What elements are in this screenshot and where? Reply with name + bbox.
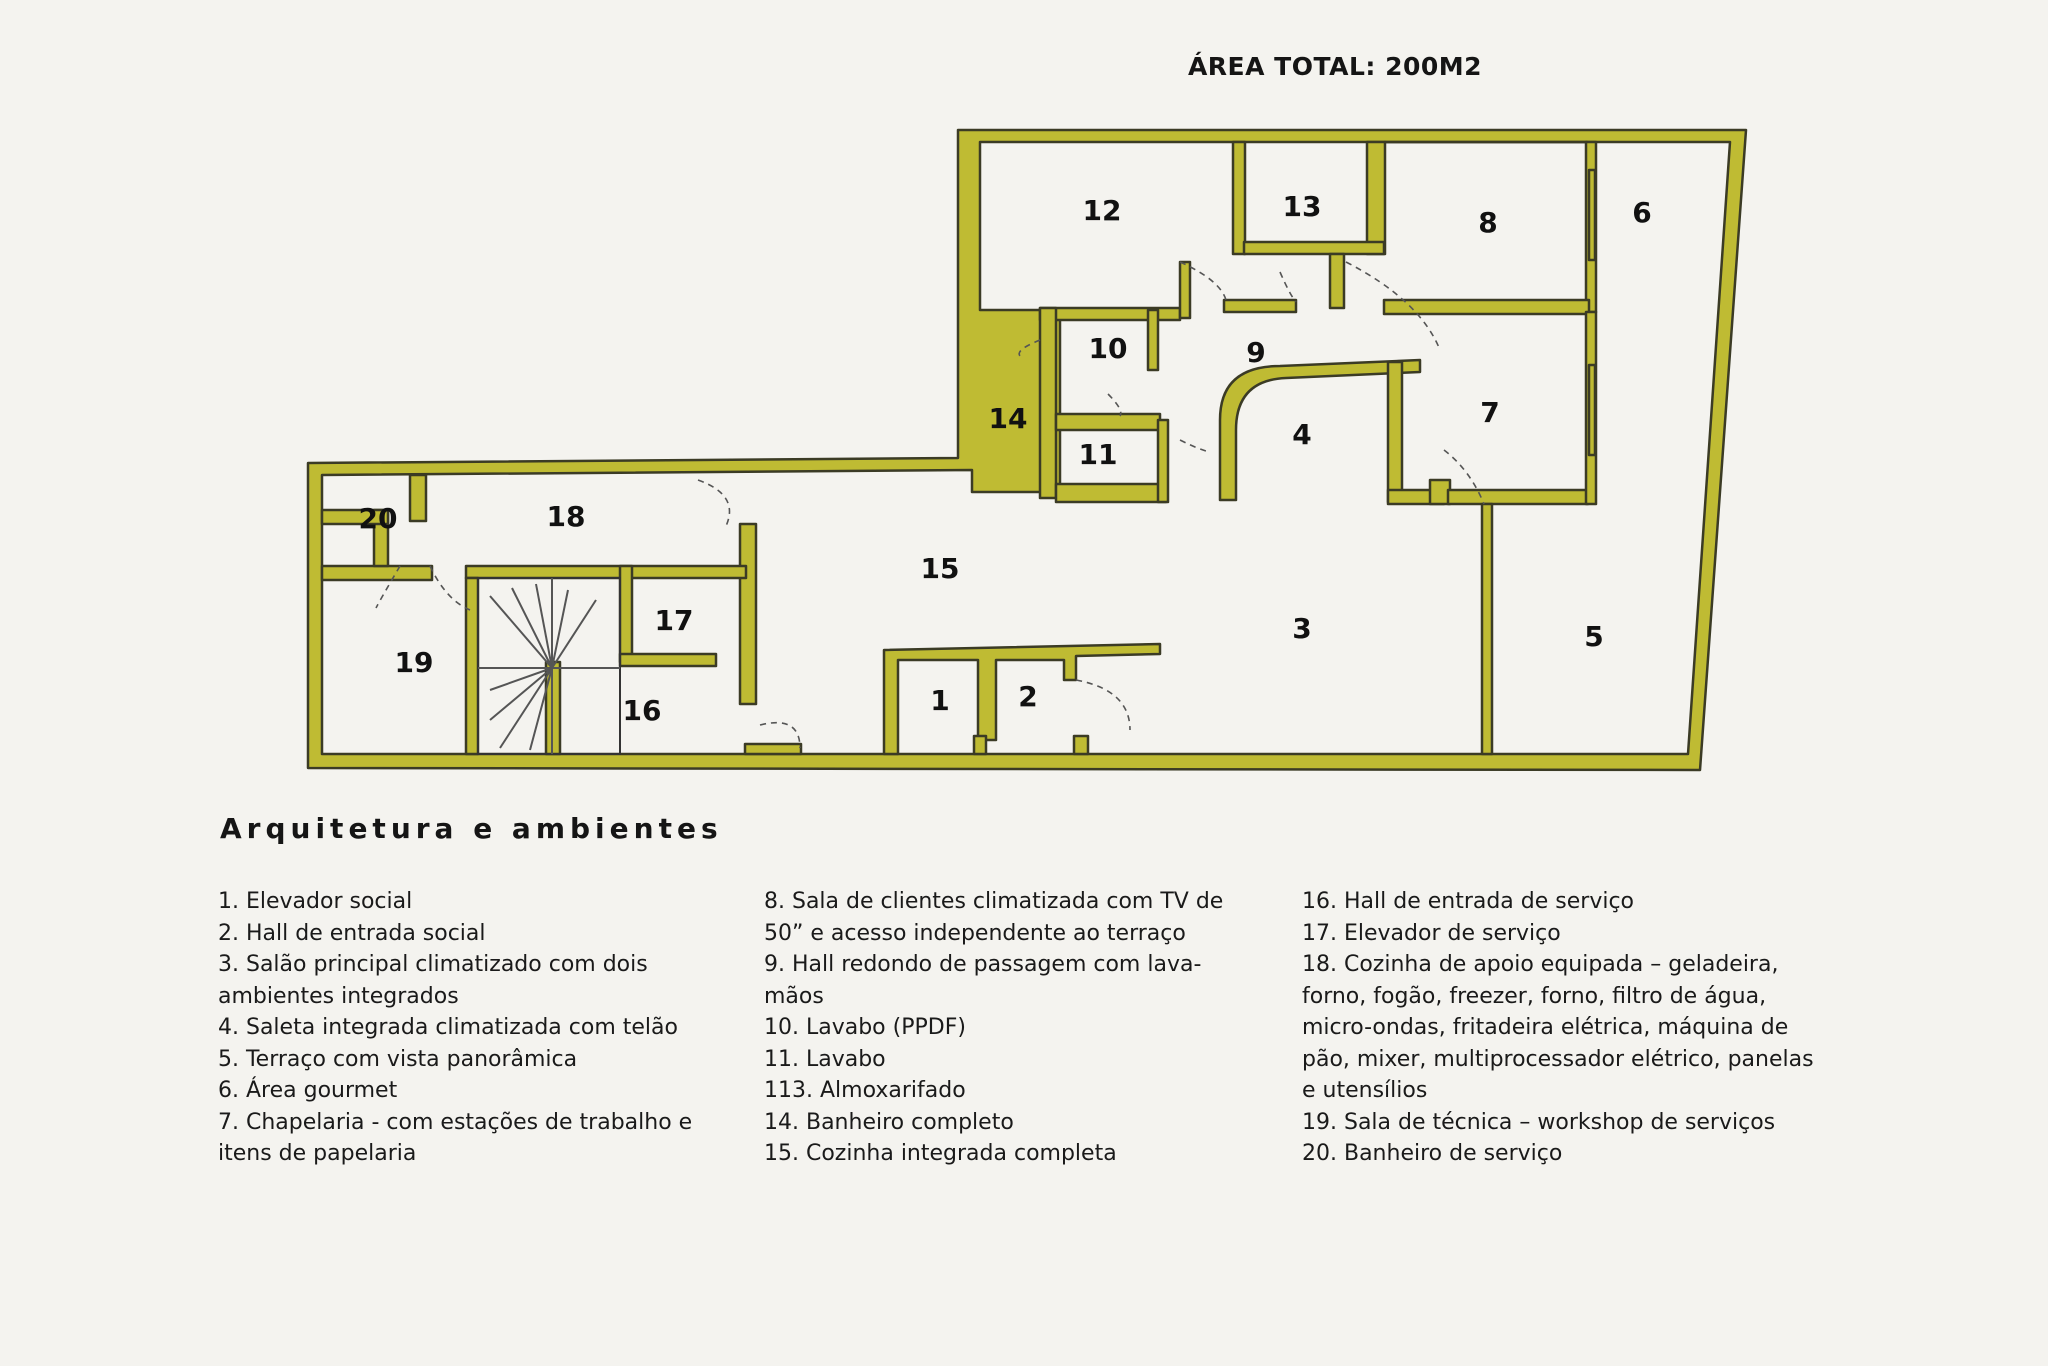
room-label-9: 9: [1246, 336, 1266, 369]
room-label-11: 11: [1078, 438, 1118, 471]
room-label-15: 15: [920, 552, 960, 585]
legend-item: mãos: [764, 983, 824, 1009]
legend-item: 9. Hall redondo de passagem com lava-: [764, 952, 1202, 977]
legend-title: Arquitetura e ambientes: [220, 812, 723, 845]
legend-item: pão, mixer, multiprocessador elétrico, panelas: [1302, 1046, 1814, 1072]
legend-item: 11. Lavabo: [764, 1046, 886, 1072]
legend-item: 18. Cozinha de apoio equipada – geladeira,: [1302, 952, 1779, 977]
legend-item: 5. Terraço com vista panorâmica: [218, 1046, 578, 1072]
legend-item: forno, fogão, freezer, forno, filtro de água,: [1302, 983, 1767, 1009]
room-label-2: 2: [1018, 680, 1038, 713]
legend-item: 20. Banheiro de serviço: [1302, 1141, 1563, 1166]
legend-item: 16. Hall de entrada de serviço: [1302, 889, 1635, 914]
legend-item: 113. Almoxarifado: [764, 1078, 966, 1103]
legend-item: 6. Área gourmet: [218, 1078, 398, 1103]
room-label-5: 5: [1584, 620, 1604, 653]
room-label-17: 17: [654, 604, 694, 637]
room-label-13: 13: [1282, 190, 1322, 223]
room-label-18: 18: [546, 500, 586, 533]
legend-item: 17. Elevador de serviço: [1302, 920, 1561, 946]
room-label-10: 10: [1088, 332, 1128, 365]
legend-column-1: [218, 886, 692, 1170]
legend-item: micro-ondas, fritadeira elétrica, máquina de: [1302, 1015, 1789, 1040]
legend-item: 15. Cozinha integrada completa: [764, 1141, 1117, 1166]
legend-item: 2. Hall de entrada social: [218, 920, 486, 946]
room-label-16: 16: [622, 694, 662, 727]
room-label-8: 8: [1478, 206, 1498, 239]
legend-item: 3. Salão principal climatizado com dois: [218, 952, 648, 977]
room-label-12: 12: [1082, 194, 1122, 227]
legend-item: 8. Sala de clientes climatizada com TV de: [764, 889, 1224, 914]
legend-item: ambientes integrados: [218, 983, 459, 1009]
room-label-19: 19: [394, 646, 434, 679]
legend-column-2: [764, 886, 1223, 1170]
room-label-6: 6: [1632, 196, 1652, 229]
room-label-1: 1: [930, 684, 950, 717]
legend-item: 10. Lavabo (PPDF): [764, 1015, 966, 1040]
legend-item: 50” e acesso independente ao terraço: [764, 920, 1186, 946]
room-label-3: 3: [1292, 612, 1312, 645]
room-label-4: 4: [1292, 418, 1312, 451]
room-label-20: 20: [358, 502, 398, 535]
legend-item: 1. Elevador social: [218, 889, 413, 914]
legend-item: 19. Sala de técnica – workshop de serviços: [1302, 1109, 1776, 1135]
outer-wall: [308, 130, 1746, 770]
legend-item: itens de papelaria: [218, 1141, 417, 1166]
legend-item: 7. Chapelaria - com estações de trabalho e: [218, 1109, 693, 1135]
room-label-7: 7: [1480, 396, 1500, 429]
legend-item: 4. Saleta integrada climatizada com telão: [218, 1015, 678, 1040]
area-total-heading: ÁREA TOTAL: 200M2: [1187, 52, 1483, 81]
legend-column-3: [1302, 886, 1814, 1170]
legend-item: 14. Banheiro completo: [764, 1109, 1014, 1135]
legend-item: e utensílios: [1302, 1078, 1428, 1103]
room-label-14: 14: [988, 402, 1028, 435]
